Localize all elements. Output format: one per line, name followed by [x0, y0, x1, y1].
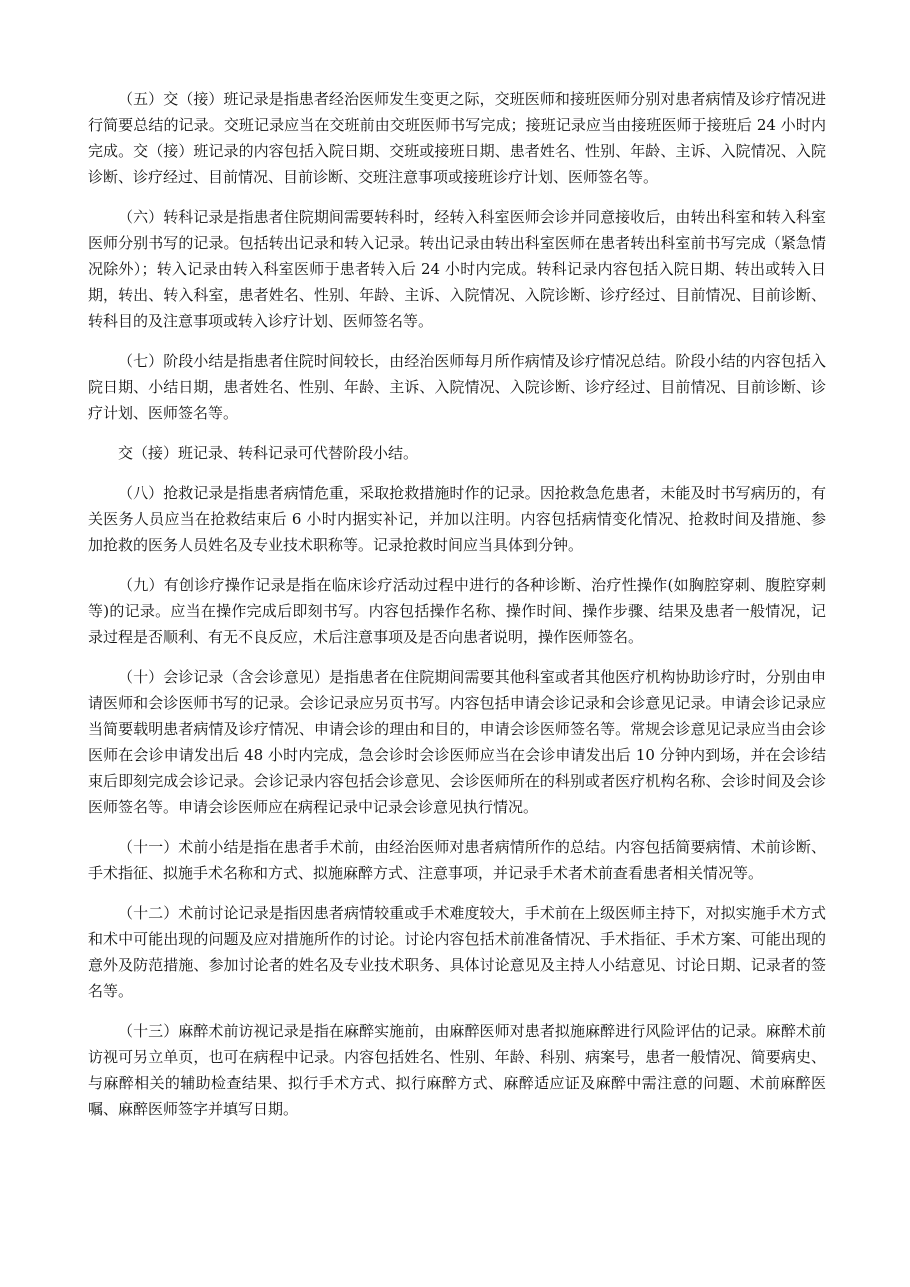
paragraph-consultation-record: （十）会诊记录（含会诊意见）是指患者在住院期间需要其他科室或者其他医疗机构协助诊疗时，分别由申请医师和会诊医师书写的记录。会诊记录应另页书写。内容包括申请会诊记录和会诊意见记录。申请会诊记录应当简要载明患者病情及诊疗情况、申请会诊的理由和目的，申请会诊医师签名等。常规会诊意见记录应当由会诊医师在会诊申请发出后 48 小时内完成，急会诊时会诊医师应当在会诊申请发出后 10 分钟内到场，并在会诊结束后即刻完成会诊记录。会诊记录内容包括会诊意见、会诊医师所在的科别或者医疗机构名称、会诊时间及会诊医师签名等。申请会诊医师应在病程记录中记录会诊意见执行情况。 [88, 668, 826, 816]
paragraph-transfer-record: （六）转科记录是指患者住院期间需要转科时，经转入科室医师会诊并同意接收后，由转出科室和转入科室医师分别书写的记录。包括转出记录和转入记录。转出记录由转出科室医师在患者转出科室前书写完成（紧急情况除外）；转入记录由转入科室医师于患者转入后 24 小时内完成。转科记录内容包括入院日期、转出或转入日期，转出、转入科室，患者姓名、性别、年龄、主诉、入院情况、入院诊断、诊疗经过、目前情况、目前诊断、转科目的及注意事项或转入诊疗计划、医师签名等。 [88, 208, 826, 330]
paragraph-preoperative-discussion: （十二）术前讨论记录是指因患者病情较重或手术难度较大，手术前在上级医师主持下，对拟实施手术方式和术中可能出现的问题及应对措施所作的讨论。讨论内容包括术前准备情况、手术指征、手术方案、可能出现的意外及防范措施、参加讨论者的姓名及专业技术职务、具体讨论意见及主持人小结意见、讨论日期、记录者的签名等。 [88, 904, 826, 1000]
paragraph-rescue-record: （八）抢救记录是指患者病情危重，采取抢救措施时作的记录。因抢救急危患者，未能及时书写病历的，有关医务人员应当在抢救结束后 6 小时内据实补记，并加以注明。内容包括病情变化情况、抢救时间及措施、参加抢救的医务人员姓名及专业技术职称等。记录抢救时间应当具体到分钟。 [88, 484, 826, 554]
paragraph-anesthesia-preop-visit: （十三）麻醉术前访视记录是指在麻醉实施前，由麻醉医师对患者拟施麻醉进行风险评估的记录。麻醉术前访视可另立单页，也可在病程中记录。内容包括姓名、性别、年龄、科别、病案号，患者一般情况、简要病史、与麻醉相关的辅助检查结果、拟行手术方式、拟行麻醉方式、麻醉适应证及麻醉中需注意的问题、术前麻醉医嘱、麻醉医师签字并填写日期。 [88, 1022, 826, 1118]
paragraph-handover-record: （五）交（接）班记录是指患者经治医师发生变更之际，交班医师和接班医师分别对患者病情及诊疗情况进行简要总结的记录。交班记录应当在交班前由交班医师书写完成；接班记录应当由接班医师于接班后 24 小时内完成。交（接）班记录的内容包括入院日期、交班或接班日期、患者姓名、性别、年龄、主诉、入院情况、入院诊断、诊疗经过、目前情况、目前诊断、交班注意事项或接班诊疗计划、医师签名等。 [88, 90, 826, 186]
paragraph-invasive-procedure-record: （九）有创诊疗操作记录是指在临床诊疗活动过程中进行的各种诊断、治疗性操作(如胸腔穿刺、腹腔穿刺等)的记录。应当在操作完成后即刻书写。内容包括操作名称、操作时间、操作步骤、结果及患者一般情况，记录过程是否顺利、有无不良反应，术后注意事项及是否向患者说明，操作医师签名。 [88, 576, 826, 646]
paragraph-preoperative-summary: （十一）术前小结是指在患者手术前，由经治医师对患者病情所作的总结。内容包括简要病情、术前诊断、手术指征、拟施手术名称和方式、拟施麻醉方式、注意事项，并记录手术者术前查看患者相关情况等。 [88, 838, 826, 882]
paragraph-stage-summary-note: 交（接）班记录、转科记录可代替阶段小结。 [118, 444, 419, 462]
document-page [88, 86, 826, 1136]
paragraph-stage-summary: （七）阶段小结是指患者住院时间较长，由经治医师每月所作病情及诊疗情况总结。阶段小结的内容包括入院日期、小结日期，患者姓名、性别、年龄、主诉、入院情况、入院诊断、诊疗经过、目前情况、目前诊断、诊疗计划、医师签名等。 [88, 352, 826, 422]
